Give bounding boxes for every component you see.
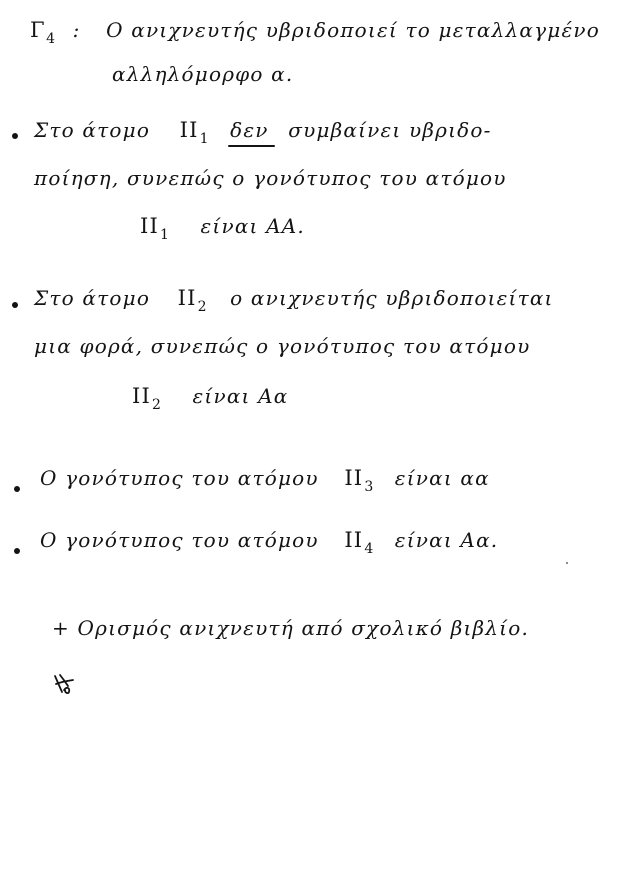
bullet-1-line-2: ποίηση, συνεπώς ο γονότυπος του ατόμου (34, 166, 507, 190)
footnote-text: + Ορισμός ανιχνευτή από σχολικό βιβλίο. (52, 616, 530, 640)
bullet-dot-3 (14, 486, 20, 492)
scribble-mark-icon (52, 672, 76, 700)
bullet-4-line: Ο γονότυπος του ατόμου $II_4$ είναι Αα. (40, 528, 499, 557)
bullet-2-line-2: μια φορά, συνεπώς ο γονότυπος του ατόμου (34, 334, 531, 358)
stray-dot (566, 562, 568, 564)
emphasis-underlined: δεν (230, 118, 269, 142)
header-text-2: αλληλόμορφο α. (112, 62, 294, 86)
header-colon: : (72, 18, 81, 42)
footnote-line (52, 616, 529, 640)
bullet-1-line-1: Στο άτομο $II_1$ δεν συμβαίνει υβριδο- (34, 118, 492, 147)
bullet-dot-1 (12, 133, 18, 139)
bullet-2-line-1: Στο άτομο $II_2$ ο ανιχνευτής υβριδοποιείται (34, 286, 554, 315)
bullet-3-line: Ο γονότυπος του ατόμου $II_3$ είναι αα (40, 466, 490, 495)
bullet-1-line-3: $II_1$ είναι ΑΑ. (140, 214, 305, 243)
bullet-dot-2 (12, 302, 18, 308)
header-line-1 (30, 18, 600, 47)
bullet-2-line-3: $II_2$ είναι Αα (132, 384, 289, 413)
header-line-2 (112, 62, 293, 86)
bullet-dot-4 (14, 548, 20, 554)
header-text-1: Ο ανιχνευτής υβριδοποιεί το μεταλλαγμένο (106, 18, 600, 42)
question-label: $\Gamma_4$ (30, 18, 55, 47)
